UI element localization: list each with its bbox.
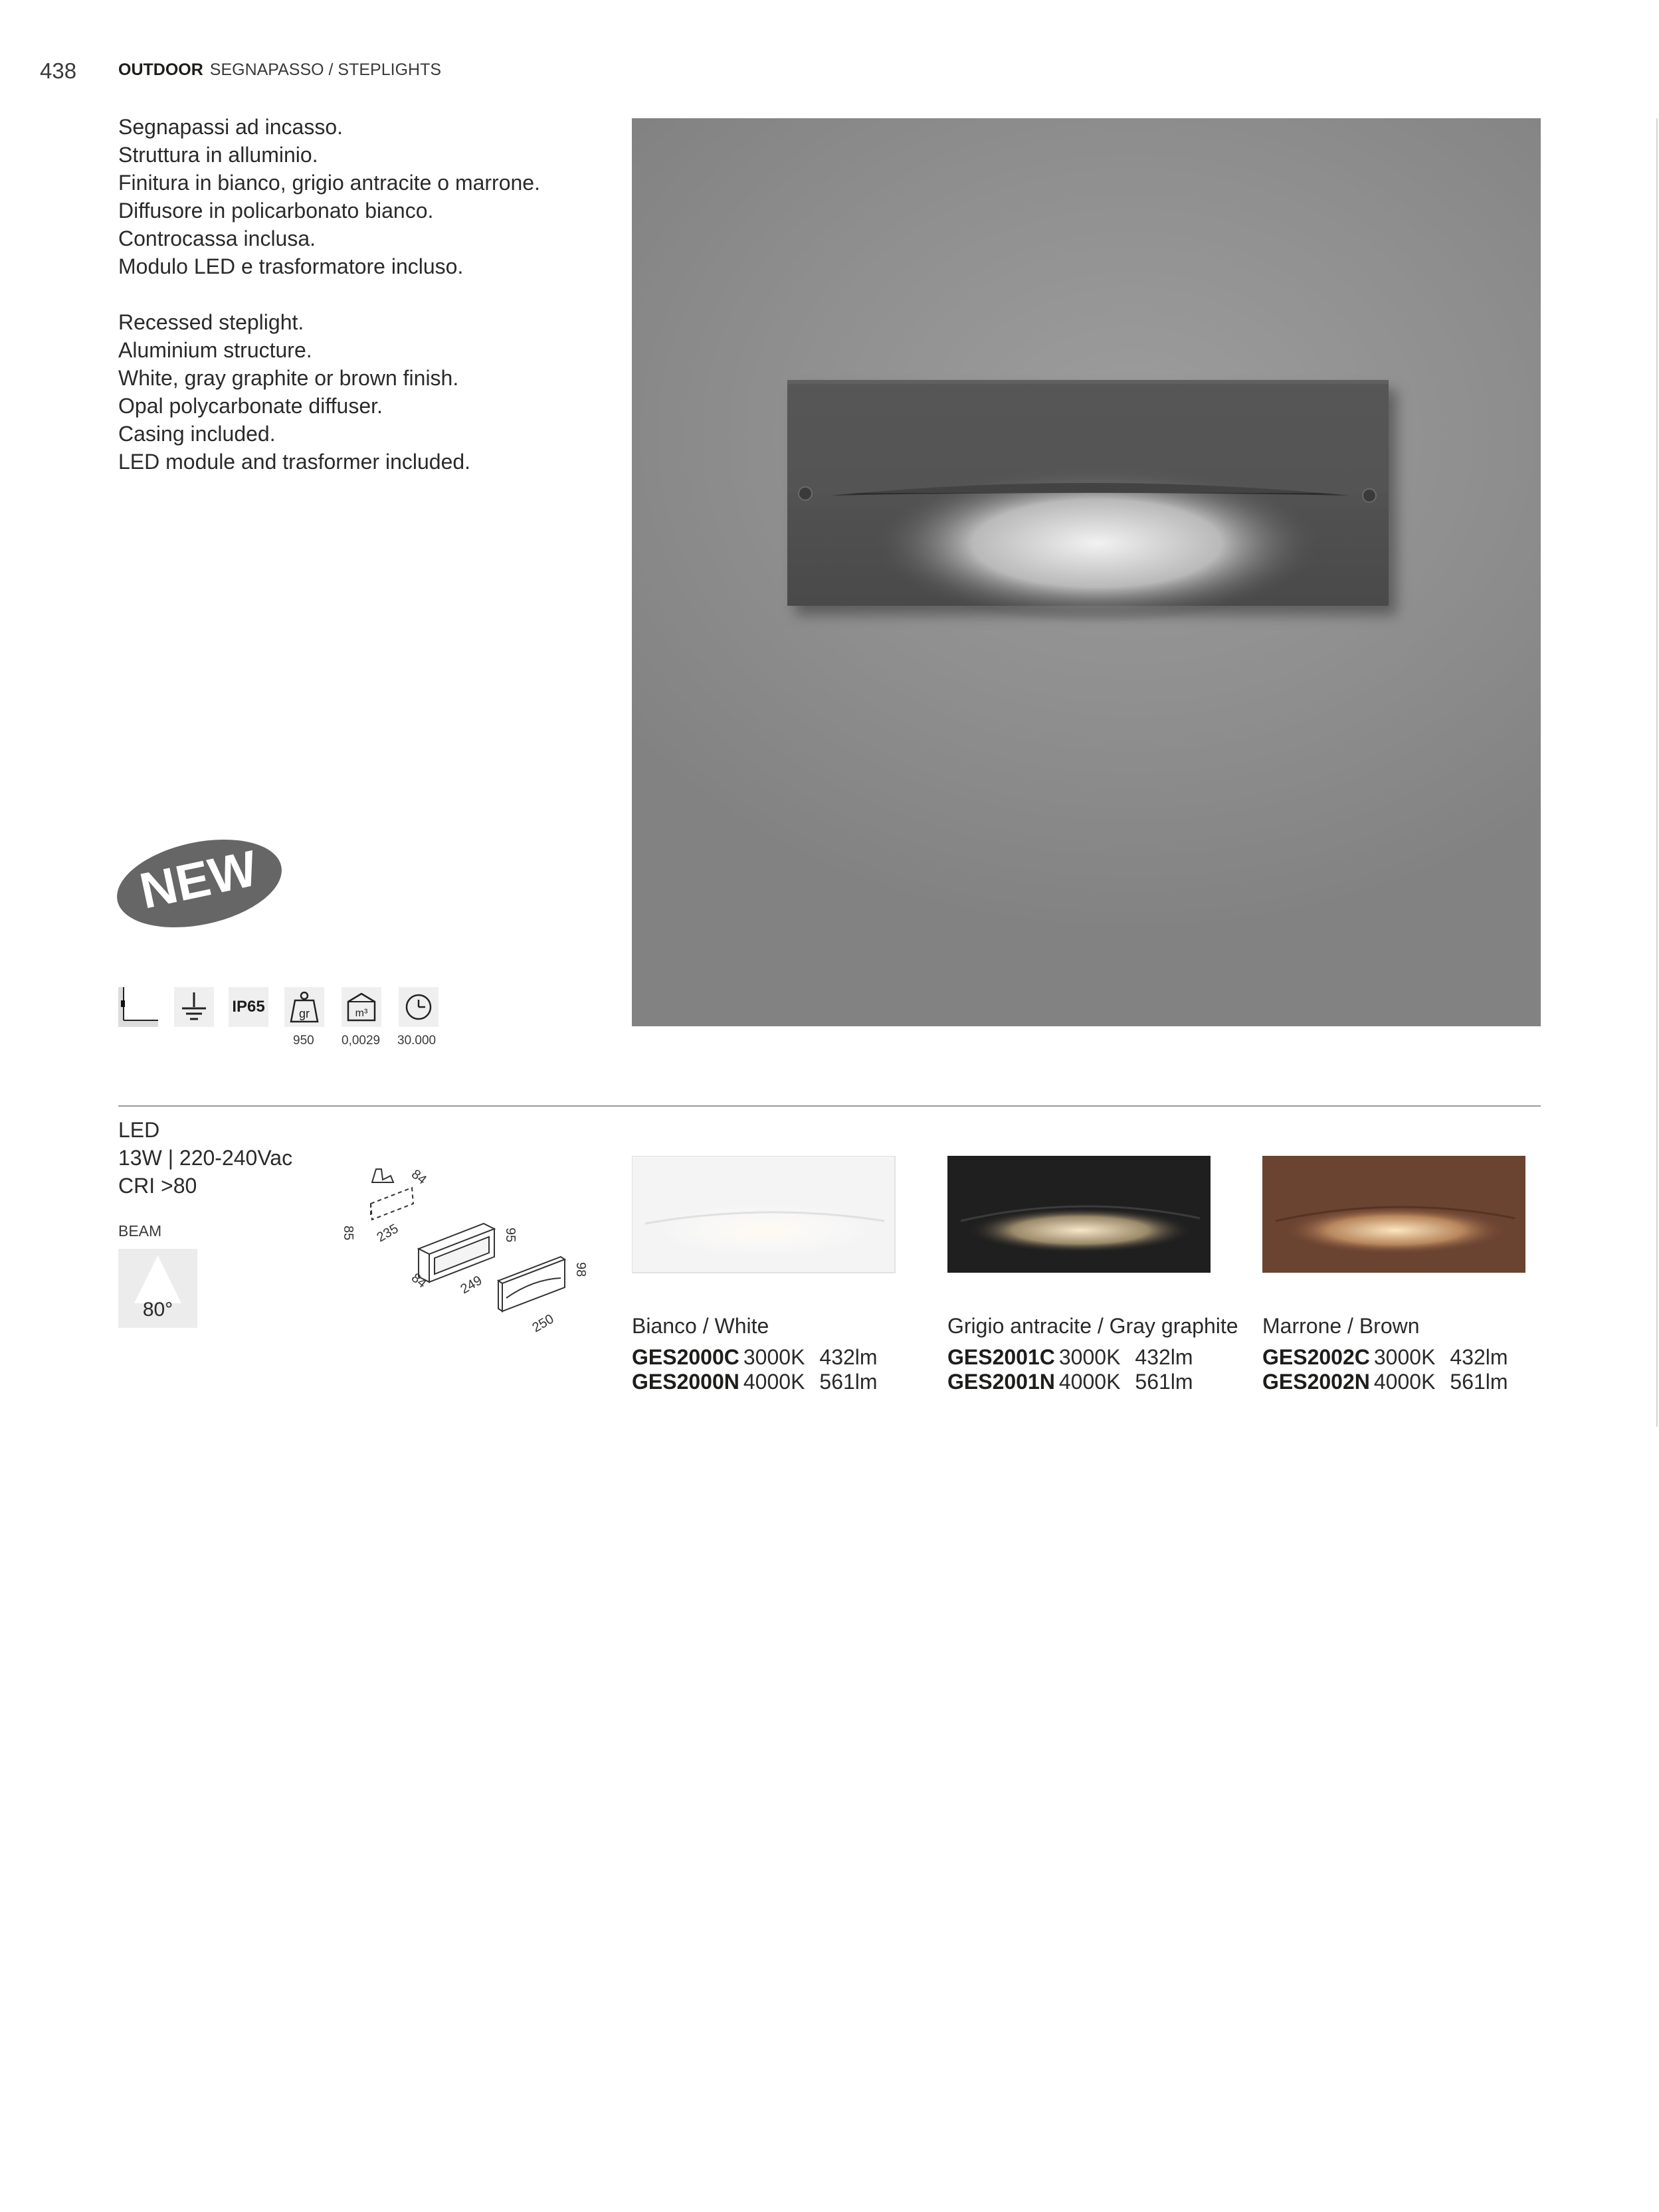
product-code: GES2000N bbox=[632, 1370, 739, 1394]
description-line: Casing included. bbox=[118, 422, 276, 446]
ground-earth-icon bbox=[174, 987, 214, 1027]
dim-front-length: 250 bbox=[530, 1311, 557, 1336]
new-badge-text: NEW bbox=[135, 840, 262, 920]
dim-body-height: 95 bbox=[503, 1228, 518, 1243]
product-code-row bbox=[632, 1345, 878, 1370]
description-line: Finitura in bianco, grigio antracite o marrone. bbox=[118, 171, 540, 195]
variant-image-white bbox=[632, 1156, 898, 1275]
description-line: Recessed steplight. bbox=[118, 310, 304, 334]
color-temperature: 3000K bbox=[743, 1345, 805, 1369]
ip-rating-icon bbox=[229, 987, 268, 1027]
description-line: Opal polycarbonate diffuser. bbox=[118, 394, 383, 418]
description-line: Struttura in alluminio. bbox=[118, 143, 318, 167]
weight-icon bbox=[284, 987, 324, 1027]
steplight-photo-illustration bbox=[632, 118, 1541, 1026]
product-code-row bbox=[1262, 1370, 1508, 1394]
variant-codes-white bbox=[632, 1345, 878, 1394]
cri-rating: CRI >80 bbox=[118, 1174, 197, 1198]
variant-codes-graphite bbox=[947, 1345, 1193, 1394]
color-temperature: 4000K bbox=[743, 1370, 805, 1394]
product-code: GES2001C bbox=[947, 1345, 1055, 1369]
lumen-output: 432lm bbox=[819, 1345, 878, 1369]
dim-casing-top: 84 bbox=[408, 1166, 429, 1188]
description-line: Segnapassi ad incasso. bbox=[118, 115, 343, 139]
dim-front-height: 98 bbox=[573, 1262, 588, 1277]
category-label: OUTDOOR bbox=[118, 60, 203, 79]
dimension-drawing bbox=[332, 1149, 611, 1352]
variant-codes-brown bbox=[1262, 1345, 1508, 1394]
variant-name-brown: Marrone / Brown bbox=[1262, 1314, 1420, 1338]
product-code-row bbox=[632, 1370, 878, 1394]
lumen-output: 561lm bbox=[1135, 1370, 1193, 1394]
description-line: Aluminium structure. bbox=[118, 338, 312, 362]
product-code-row bbox=[947, 1370, 1193, 1394]
technical-specs bbox=[118, 1116, 292, 1200]
color-temperature: 4000K bbox=[1058, 1370, 1121, 1394]
color-temperature: 3000K bbox=[1058, 1345, 1121, 1369]
recessed-wall-icon bbox=[118, 987, 158, 1027]
color-temperature: 4000K bbox=[1373, 1370, 1436, 1394]
subcategory-label: SEGNAPASSO / STEPLIGHTS bbox=[209, 60, 442, 79]
product-code-row bbox=[1262, 1345, 1508, 1370]
section-heading bbox=[118, 60, 441, 80]
description-line: Modulo LED e trasformatore incluso. bbox=[118, 254, 464, 278]
product-code-row bbox=[947, 1345, 1193, 1370]
description-line: Diffusore in policarbonato bianco. bbox=[118, 199, 434, 223]
product-photo bbox=[632, 118, 1541, 1026]
product-code: GES2000C bbox=[632, 1345, 739, 1369]
variant-name-white: Bianco / White bbox=[632, 1314, 769, 1338]
variant-name-graphite: Grigio antracite / Gray graphite bbox=[947, 1314, 1238, 1338]
description-line: LED module and trasformer included. bbox=[118, 450, 471, 474]
beam-label: BEAM bbox=[118, 1222, 162, 1240]
lifetime-value: 30.000 bbox=[397, 1034, 437, 1048]
dim-body-depth: 84 bbox=[408, 1270, 429, 1291]
variant-image-graphite bbox=[947, 1156, 1213, 1275]
product-code: GES2002N bbox=[1262, 1370, 1370, 1394]
lumen-output: 561lm bbox=[1450, 1370, 1508, 1394]
lumen-output: 561lm bbox=[819, 1370, 878, 1394]
weight-unit-label: gr bbox=[298, 1007, 310, 1020]
volume-value: 0,0029 bbox=[342, 1034, 381, 1048]
dim-body-length: 249 bbox=[458, 1273, 485, 1297]
light-source: LED bbox=[118, 1118, 160, 1142]
volume-icon bbox=[342, 987, 381, 1027]
section-divider bbox=[118, 1105, 1541, 1107]
lumen-output: 432lm bbox=[1450, 1345, 1508, 1369]
description-italian bbox=[118, 113, 540, 280]
new-badge bbox=[114, 838, 284, 929]
page-edge-line bbox=[1656, 118, 1658, 1427]
volume-unit-label: m³ bbox=[355, 1008, 368, 1019]
description-line: White, gray graphite or brown finish. bbox=[118, 366, 459, 390]
page-number: 438 bbox=[40, 58, 77, 83]
color-temperature: 3000K bbox=[1373, 1345, 1436, 1369]
lifetime-clock-icon bbox=[399, 987, 439, 1027]
product-code: GES2001N bbox=[947, 1370, 1055, 1394]
power-rating: 13W | 220-240Vac bbox=[118, 1146, 293, 1170]
description-english bbox=[118, 308, 540, 476]
product-description bbox=[118, 113, 540, 504]
weight-value: 950 bbox=[293, 1034, 314, 1048]
beam-angle-value: 80° bbox=[142, 1299, 173, 1321]
product-code: GES2002C bbox=[1262, 1345, 1370, 1369]
description-line: Controcassa inclusa. bbox=[118, 227, 316, 250]
lumen-output: 432lm bbox=[1135, 1345, 1193, 1369]
dim-casing-length: 235 bbox=[374, 1221, 401, 1245]
variant-image-brown bbox=[1262, 1156, 1528, 1275]
dim-casing-height: 85 bbox=[341, 1226, 355, 1241]
ip-rating-label: IP65 bbox=[232, 998, 265, 1016]
